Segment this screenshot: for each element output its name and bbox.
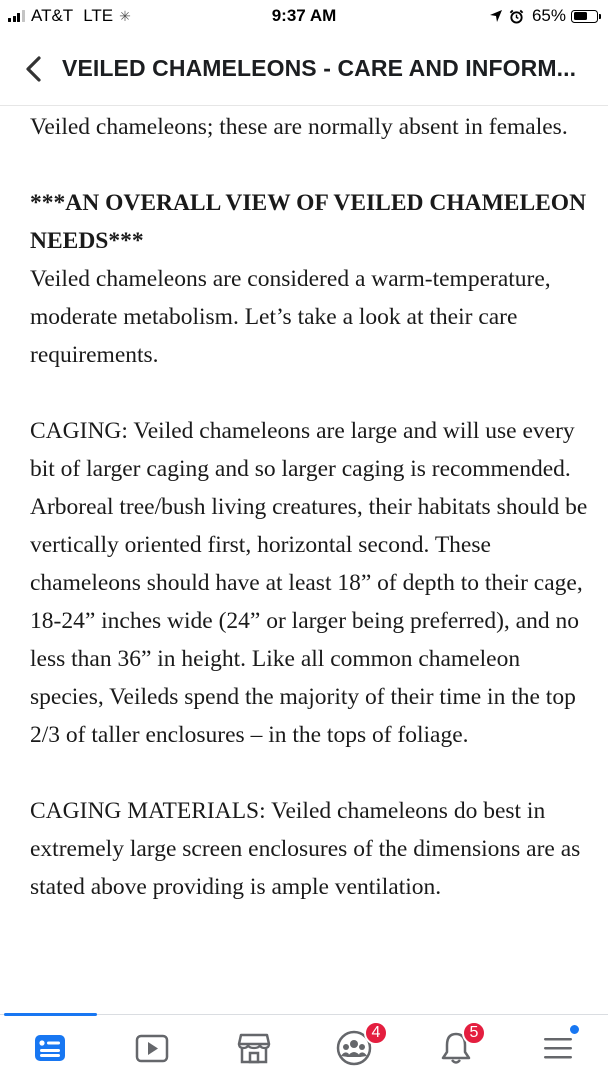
location-arrow-icon <box>489 9 503 23</box>
status-right <box>489 6 598 26</box>
status-time: 9:37 AM <box>271 6 337 25</box>
bottom-tab-bar <box>0 1014 608 1080</box>
paragraph-absent-in-females: Veiled chameleons; these are normally absent in females. <box>30 114 568 140</box>
paragraph-caging: CAGING: Veiled chameleons are large and will use every bit of larger caging and so larger caging is recommended. Arboreal tree/bush living creatures, their habitats should be vertically oriented first, horizontal second. These chameleons should have at least 18” of depth to their cage, 18-24” inches wide (24” or larger being preferred), and no less than 36” in height. Like all common chameleon species, Veileds spend the majority of their time in the top 2/3 of taller enclosures – in the tops of foliage. <box>30 418 588 748</box>
tab-watch[interactable] <box>102 1023 202 1073</box>
battery-icon <box>571 10 598 23</box>
network-type: LTE <box>83 6 114 25</box>
groups-badge: 4 <box>364 1021 388 1045</box>
watch-video-icon <box>134 1030 170 1066</box>
section-heading-overall-view: ***AN OVERALL VIEW OF VEILED CHAMELEON NEEDS*** <box>30 190 587 254</box>
active-tab-indicator <box>4 1013 97 1016</box>
tab-groups[interactable] <box>304 1023 404 1073</box>
tab-marketplace[interactable] <box>204 1023 304 1073</box>
chevron-left-icon[interactable] <box>22 55 46 83</box>
paragraph-caging-materials: CAGING MATERIALS: Veiled chameleons do best in extremely large screen enclosures of the dimensions are as stated above providing is ample ventilation. <box>30 798 581 900</box>
menu-icon <box>540 1030 576 1066</box>
tab-news-feed[interactable] <box>0 1023 100 1073</box>
tab-notifications[interactable] <box>406 1023 506 1073</box>
marketplace-icon <box>236 1030 272 1066</box>
status-bar <box>0 0 608 34</box>
paragraph-overall-view: Veiled chameleons are considered a warm-temperature, moderate metabolism. Let’s take a look at their care requirements. <box>30 266 551 368</box>
loading-spinner-icon: ✳ <box>119 7 131 24</box>
nav-header <box>0 34 608 106</box>
battery-percent: 65% <box>531 6 566 25</box>
battery-level <box>574 12 588 20</box>
news-feed-icon <box>32 1030 68 1066</box>
page-title: VEILED CHAMELEONS - CARE AND INFORM... <box>62 55 577 81</box>
notifications-badge: 5 <box>462 1021 486 1045</box>
article-body <box>30 108 590 906</box>
carrier-name: AT&T <box>31 6 74 25</box>
menu-notification-dot <box>568 1023 581 1036</box>
alarm-icon <box>509 9 524 24</box>
tab-menu[interactable] <box>508 1023 608 1073</box>
